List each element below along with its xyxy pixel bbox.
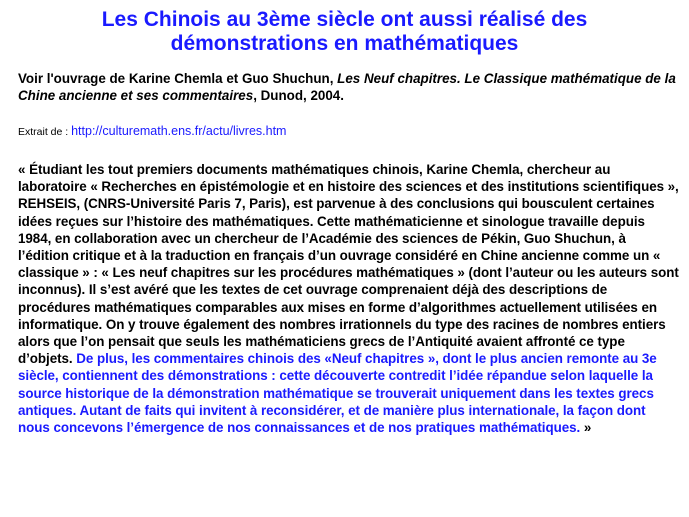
extract-label: Extrait de :: [18, 126, 72, 138]
title-line-2: démonstrations en mathématiques: [170, 32, 519, 55]
quote-closing: »: [580, 420, 592, 436]
page-title: [10, 8, 679, 56]
quote-paragraph: [18, 161, 680, 436]
source-link[interactable]: http://culturemath.ens.fr/actu/livres.htm: [71, 124, 287, 138]
quote-highlighted-text: De plus, les commentaires chinois des «Neuf chapitres », dont le plus ancien remonte au 3e siècle, contiennent des démonstrations : cette découverte contredit l’idée répandue selon laquelle la source historique de la démonstration mathématique se trouverait uniquement dans les textes grecs antiques. Autant de faits qui invitent à reconsidérer, et de manière plus internationale, la façon dont nous concevons l’émergence de nos connaissances et de nos pratiques mathématiques.: [18, 351, 657, 436]
book-title: Les Neuf chapitres. Le Classique mathématique de la Chine ancienne et ses commentaires: [18, 71, 676, 103]
book-reference: [18, 70, 678, 104]
title-line-1: Les Chinois au 3ème siècle ont aussi réalisé des: [101, 8, 588, 31]
extract-source: [18, 123, 678, 140]
quote-black-text: « Étudiant les tout premiers documents mathématiques chinois, Karine Chemla, chercheur au laboratoire « Recherches en épistémologie et en histoire des sciences et des institutions scientifiques », REHSEIS, (CNRS-Université Paris 7, Paris), est parvenue à des conclusions qui bousculent certaines idées reçues sur l’histoire des mathématiques. Cette mathématicienne et sinologue travaille depuis 1984, en collaboration avec un chercheur de l’Académie des sciences de Pékin, Guo Shuchun, à l’édition critique et à la traduction en français d’un ouvrage considéré en Chine ancienne comme un « classique » : « Les neuf chapitres sur les procédures mathématiques » (dont l’auteur ou les auteurs sont inconnus). Il s’est avéré que les textes de cet ouvrage comprenaient déjà des descriptions de procédures mathématiques comparables aux mises en forme d’algorithmes actuellement utilisées en informatique. On y trouve également des nombres irrationnels du type des racines de nombres entiers alors que l’on pensait que seuls les mathématiciens grecs de l’Antiquité avaient affronté ce type d’objets.: [18, 162, 679, 367]
reference-suffix: , Dunod, 2004.: [253, 88, 344, 103]
reference-prefix: Voir l'ouvrage de Karine Chemla et Guo Shuchun,: [18, 71, 338, 86]
